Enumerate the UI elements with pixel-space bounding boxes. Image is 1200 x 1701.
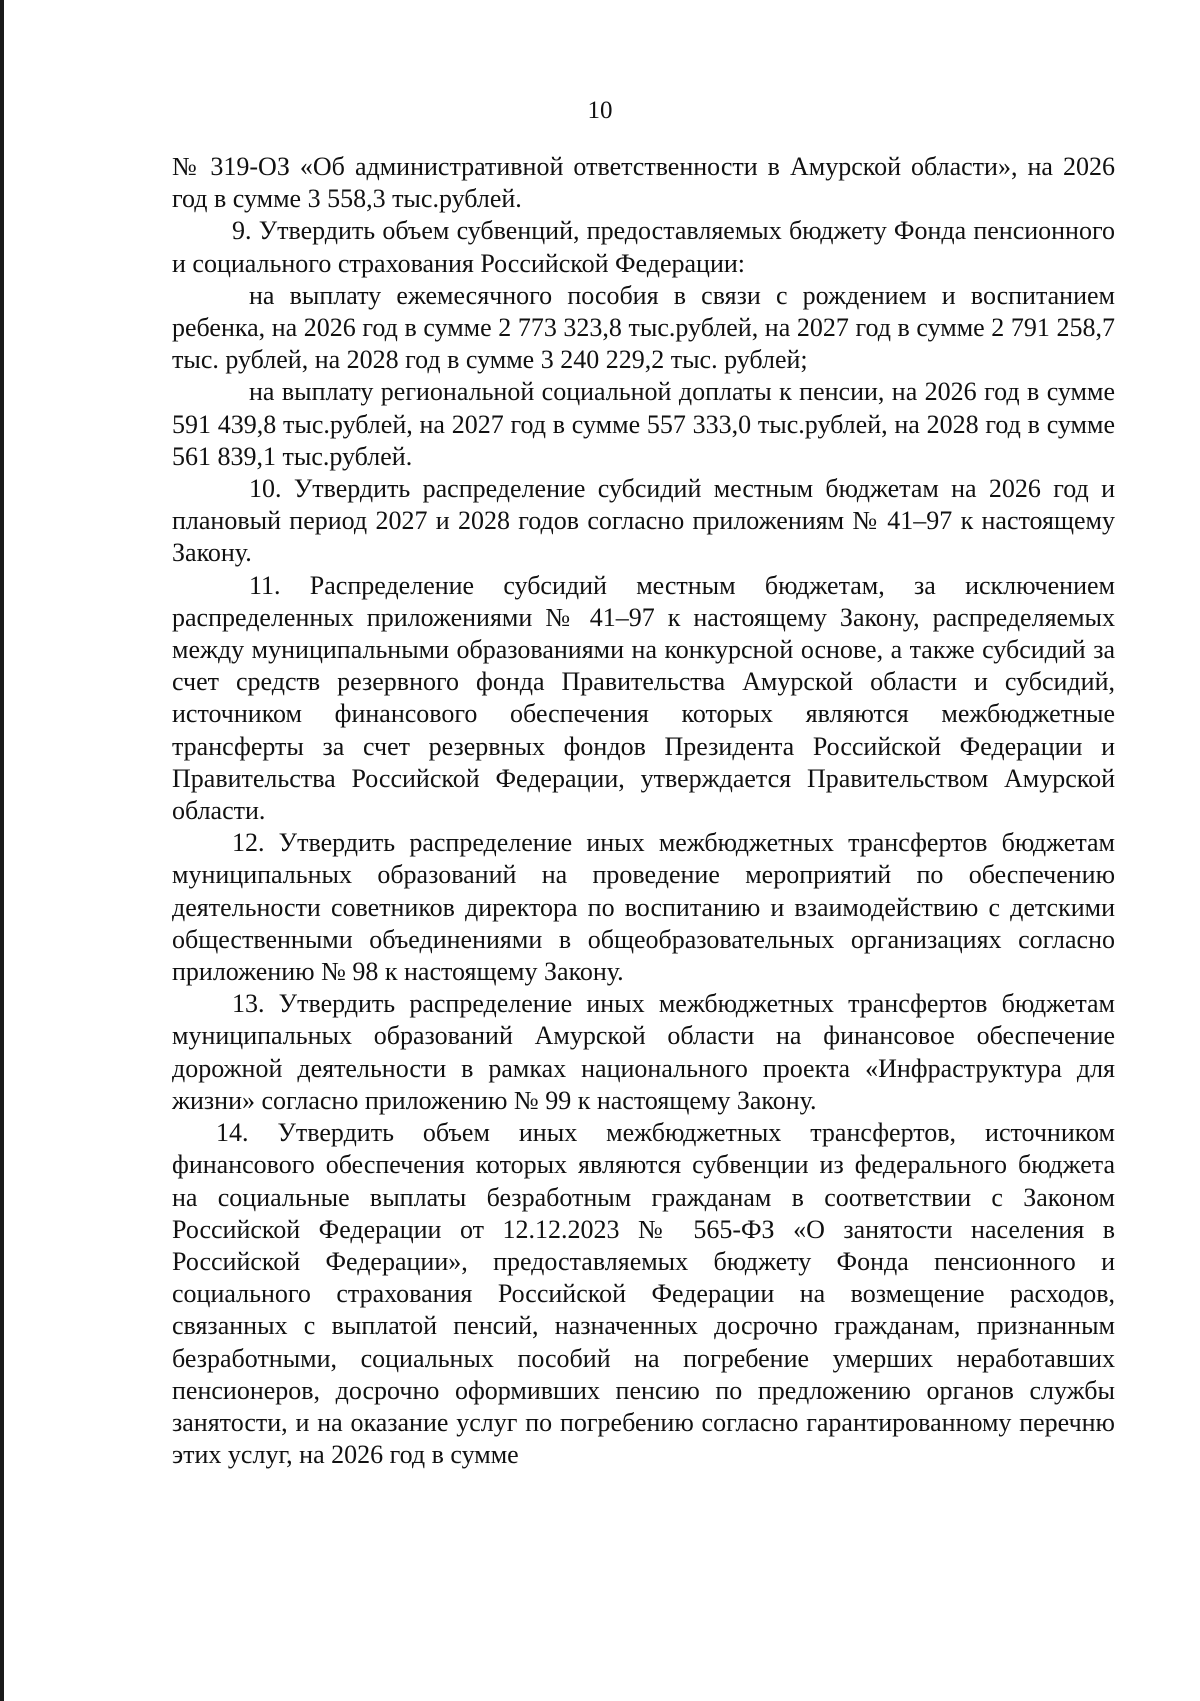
paragraph-item-11: 11. Распределение субсидий местным бюджетам, за исключением распределенных приложениями № 41–97 к настоящему Закону, распределяемых между муниципальными образованиями на конкурсной основе, а также субсидий за счет средств резервного фонда Правительства Амурской области и субсидий, источником финансового обеспечения которых являются межбюджетные трансферты за счет резервных фондов Президента Российской Федерации и Правительства Российской Федерации, утверждается Правительством Амурской области. [172,570,1115,826]
paragraph-item-14: 14. Утвердить объем иных межбюджетных трансфертов, источником финансового обеспечения которых являются субвенции из федерального бюджета на социальные выплаты безработным гражданам в соответствии с Законом Российской Федерации от 12.12.2023 № 565-ФЗ «О занятости населения в Российской Федерации», предоставляемых бюджету Фонда пенсионного и социального страхования Российской Федерации на возмещение расходов, связанных с выплатой пенсий, назначенных досрочно гражданам, признанным безработными, социальных пособий на погребение умерших неработавших пенсионеров, досрочно оформивших пенсию по предложению органов службы занятости, и на оказание услуг по погребению согласно гарантированному перечню этих услуг, на 2026 год в сумме [172,1118,1115,1470]
paragraph-continuation: № 319-ОЗ «Об административной ответственности в Амурской области», на 2026 год в сумме 3 558,3 тыс.рублей. [172,152,1115,214]
document-body [172,151,1115,1471]
paragraph-item-10: 10. Утвердить распределение субсидий местным бюджетам на 2026 год и плановый период 2027 и 2028 годов согласно приложениям № 41–97 к настоящему Закону. [172,474,1115,568]
paragraph-item-12: 12. Утвердить распределение иных межбюджетных трансфертов бюджетам муниципальных образований на проведение мероприятий по обеспечению деятельности советников директора по воспитанию и взаимодействию с детскими общественными объединениями в общеобразовательных организациях согласно приложению № 98 к настоящему Закону. [172,828,1115,987]
paragraph-item-9-subitem-1: на выплату ежемесячного пособия в связи с рождением и воспитанием ребенка, на 2026 год в сумме 2 773 323,8 тыс.рублей, на 2027 год в сумме 2 791 258,7 тыс. рублей, на 2028 год в сумме 3 240 229,2 тыс. рублей; [172,280,1115,375]
page-number: 10 [587,97,613,124]
paragraph-item-13: 13. Утвердить распределение иных межбюджетных трансфертов бюджетам муниципальных образований Амурской области на финансовое обеспечение дорожной деятельности в рамках национального проекта «Инфраструктура для жизни» согласно приложению № 99 к настоящему Закону. [172,989,1115,1115]
paragraph-item-9: 9. Утвердить объем субвенций, предоставляемых бюджету Фонда пенсионного и социального страхования Российской Федерации: [172,216,1115,278]
paragraph-item-9-subitem-2: на выплату региональной социальной доплаты к пенсии, на 2026 год в сумме 591 439,8 тыс.рублей, на 2027 год в сумме 557 333,0 тыс.рублей, на 2028 год в сумме 561 839,1 тыс.рублей. [172,377,1115,471]
scan-left-edge [0,0,4,1701]
